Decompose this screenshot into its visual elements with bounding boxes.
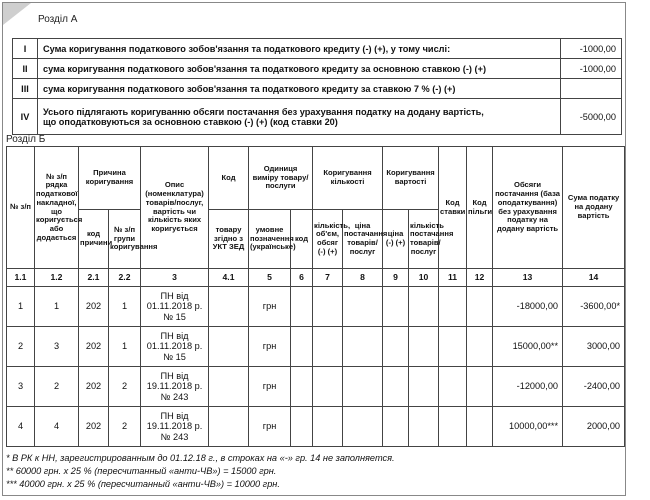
cell-rate bbox=[439, 407, 467, 447]
cell-description: ПН від 01.11.2018 р. № 15 bbox=[141, 327, 209, 367]
cell-cost-qty bbox=[409, 407, 439, 447]
col-header-vat: Сума податку на додану вартість bbox=[563, 147, 625, 269]
cell-unit-code bbox=[291, 327, 313, 367]
table-row bbox=[7, 327, 625, 367]
cell-vat: 3000,00 bbox=[563, 327, 625, 367]
cell-reason-code: 202 bbox=[79, 327, 109, 367]
row-value: -1000,00 bbox=[561, 59, 622, 79]
col-index: 9 bbox=[383, 269, 409, 287]
cell-unit-code bbox=[291, 287, 313, 327]
cell-unit: грн bbox=[249, 287, 291, 327]
col-index: 10 bbox=[409, 269, 439, 287]
cell-reason-code: 202 bbox=[79, 367, 109, 407]
cell-uktzed bbox=[209, 407, 249, 447]
cell-benefit bbox=[467, 367, 493, 407]
cell-benefit bbox=[467, 287, 493, 327]
cell-rate bbox=[439, 367, 467, 407]
col-header-reason-code: код причини bbox=[79, 210, 109, 269]
row-number: I bbox=[13, 39, 38, 59]
col-header-qty-correction: Коригування кількості bbox=[313, 147, 383, 210]
cell-cost-price bbox=[383, 367, 409, 407]
index-row bbox=[7, 269, 625, 287]
cell-rate bbox=[439, 327, 467, 367]
cell-qty-price bbox=[343, 287, 383, 327]
cell-line: 1 bbox=[35, 287, 79, 327]
col-header-code: Код bbox=[209, 147, 249, 210]
footnotes bbox=[6, 452, 626, 491]
col-header-cost-price: ціна (-) (+) bbox=[383, 210, 409, 269]
cell-qty-price bbox=[343, 327, 383, 367]
cell-volume: -18000,00 bbox=[493, 287, 563, 327]
row-text: сума коригування податкового зобов'язання та податкового кредиту за ставкою 7 % (-) (+) bbox=[38, 79, 561, 99]
col-index: 5 bbox=[249, 269, 291, 287]
footnote: ** 60000 грн. x 25 % (пересчитанный «анти-ЧВ») = 15000 грн. bbox=[6, 466, 277, 476]
cell-cost-qty bbox=[409, 287, 439, 327]
row-number: II bbox=[13, 59, 38, 79]
cell-cost-qty bbox=[409, 327, 439, 367]
footnote: *** 40000 грн. x 25 % (пересчитанный «анти-ЧВ») = 10000 грн. bbox=[6, 479, 280, 489]
row-text: сума коригування податкового зобов'язання та податкового кредиту за основною ставкою (-) (+) bbox=[38, 59, 561, 79]
folded-corner bbox=[3, 3, 31, 25]
cell-qty-price bbox=[343, 407, 383, 447]
col-header-unit: Одиниця виміру товару/послуги bbox=[249, 147, 313, 210]
cell-vat: -2400,00 bbox=[563, 367, 625, 407]
col-header-description: Опис (номенклатура) товарів/послуг, вартість чи кількість яких коригується bbox=[141, 147, 209, 269]
row-value: -5000,00 bbox=[561, 99, 622, 135]
cell-reason-code: 202 bbox=[79, 407, 109, 447]
col-index: 2.1 bbox=[79, 269, 109, 287]
col-header-volume: Обсяги постачання (база оподаткування) без урахування податку на додану вартість bbox=[493, 147, 563, 269]
footnote: * В РК к НН, зарегистрированным до 01.12.18 г., в строках на «-» гр. 14 не заполняется. bbox=[6, 453, 395, 463]
row-value bbox=[561, 79, 622, 99]
table-row bbox=[13, 59, 622, 79]
col-header-qty-amount: кількість, об'єм, обсяг (-) (+) bbox=[313, 210, 343, 269]
section-b-table bbox=[6, 146, 625, 447]
cell-description: ПН від 19.11.2018 р. № 243 bbox=[141, 367, 209, 407]
row-text-line2: що оподатковуються за основною ставкою (-) (+) (код ставки 20) bbox=[43, 116, 338, 127]
col-header-rate-code: Код ставки bbox=[439, 147, 467, 269]
col-index: 4.1 bbox=[209, 269, 249, 287]
col-header-cost-qty: кількість постачання товарів/послуг bbox=[409, 210, 439, 269]
col-header-unit-name: умовне позначення (українське) bbox=[249, 210, 291, 269]
table-row bbox=[7, 367, 625, 407]
table-row bbox=[7, 407, 625, 447]
cell-cost-qty bbox=[409, 367, 439, 407]
cell-unit: грн bbox=[249, 327, 291, 367]
cell-line: 3 bbox=[35, 327, 79, 367]
cell-unit-code bbox=[291, 367, 313, 407]
cell-unit: грн bbox=[249, 407, 291, 447]
col-index: 12 bbox=[467, 269, 493, 287]
cell-no: 3 bbox=[7, 367, 35, 407]
col-index: 8 bbox=[343, 269, 383, 287]
col-header-cost-correction: Коригування вартості bbox=[383, 147, 439, 210]
section-b-title: Розділ Б bbox=[6, 134, 46, 145]
row-number: IV bbox=[13, 99, 38, 135]
cell-qty bbox=[313, 327, 343, 367]
col-index: 14 bbox=[563, 269, 625, 287]
header-row bbox=[7, 147, 625, 210]
cell-cost-price bbox=[383, 327, 409, 367]
col-header-reason: Причина коригування bbox=[79, 147, 141, 210]
table-row bbox=[13, 99, 622, 135]
col-header-uktzed: товару згідно з УКТ ЗЕД bbox=[209, 210, 249, 269]
cell-description: ПН від 01.11.2018 р. № 15 bbox=[141, 287, 209, 327]
table-row bbox=[13, 79, 622, 99]
cell-vat: -3600,00* bbox=[563, 287, 625, 327]
section-a-table bbox=[12, 38, 622, 135]
col-index: 13 bbox=[493, 269, 563, 287]
cell-volume: 10000,00*** bbox=[493, 407, 563, 447]
row-text-line1: Усього підлягають коригуванню обсяги постачання без урахування податку на додану вартість, bbox=[43, 106, 484, 117]
cell-benefit bbox=[467, 407, 493, 447]
section-a-title: Розділ А bbox=[38, 14, 78, 25]
cell-vat: 2000,00 bbox=[563, 407, 625, 447]
col-index: 6 bbox=[291, 269, 313, 287]
cell-group: 1 bbox=[109, 287, 141, 327]
row-text bbox=[38, 99, 561, 135]
col-header-invoice-line: № з/п рядка податкової накладної, що коригується або додається bbox=[35, 147, 79, 269]
cell-reason-code: 202 bbox=[79, 287, 109, 327]
row-number: III bbox=[13, 79, 38, 99]
cell-uktzed bbox=[209, 287, 249, 327]
col-header-reason-group: № з/п групи коригування bbox=[109, 210, 141, 269]
cell-description: ПН від 19.11.2018 р. № 243 bbox=[141, 407, 209, 447]
cell-cost-price bbox=[383, 407, 409, 447]
cell-qty bbox=[313, 407, 343, 447]
cell-benefit bbox=[467, 327, 493, 367]
cell-group: 2 bbox=[109, 407, 141, 447]
cell-rate bbox=[439, 287, 467, 327]
cell-no: 1 bbox=[7, 287, 35, 327]
col-index: 3 bbox=[141, 269, 209, 287]
cell-no: 2 bbox=[7, 327, 35, 367]
col-header-unit-code: код bbox=[291, 210, 313, 269]
cell-qty bbox=[313, 287, 343, 327]
row-value: -1000,00 bbox=[561, 39, 622, 59]
col-index: 2.2 bbox=[109, 269, 141, 287]
cell-group: 1 bbox=[109, 327, 141, 367]
col-header-qty-price: ціна постачання товарів/послуг bbox=[343, 210, 383, 269]
cell-volume: -12000,00 bbox=[493, 367, 563, 407]
cell-no: 4 bbox=[7, 407, 35, 447]
col-index: 11 bbox=[439, 269, 467, 287]
table-row bbox=[13, 39, 622, 59]
cell-line: 4 bbox=[35, 407, 79, 447]
table-row bbox=[7, 287, 625, 327]
cell-qty bbox=[313, 367, 343, 407]
cell-group: 2 bbox=[109, 367, 141, 407]
col-index: 7 bbox=[313, 269, 343, 287]
cell-volume: 15000,00** bbox=[493, 327, 563, 367]
cell-uktzed bbox=[209, 367, 249, 407]
col-index: 1.2 bbox=[35, 269, 79, 287]
cell-unit-code bbox=[291, 407, 313, 447]
cell-unit: грн bbox=[249, 367, 291, 407]
row-text: Сума коригування податкового зобов'язання та податкового кредиту (-) (+), у тому числі: bbox=[38, 39, 561, 59]
cell-qty-price bbox=[343, 367, 383, 407]
col-header-benefit-code: Код пільги bbox=[467, 147, 493, 269]
col-header-no: № з/п bbox=[7, 147, 35, 269]
cell-uktzed bbox=[209, 327, 249, 367]
cell-cost-price bbox=[383, 287, 409, 327]
col-index: 1.1 bbox=[7, 269, 35, 287]
cell-line: 2 bbox=[35, 367, 79, 407]
